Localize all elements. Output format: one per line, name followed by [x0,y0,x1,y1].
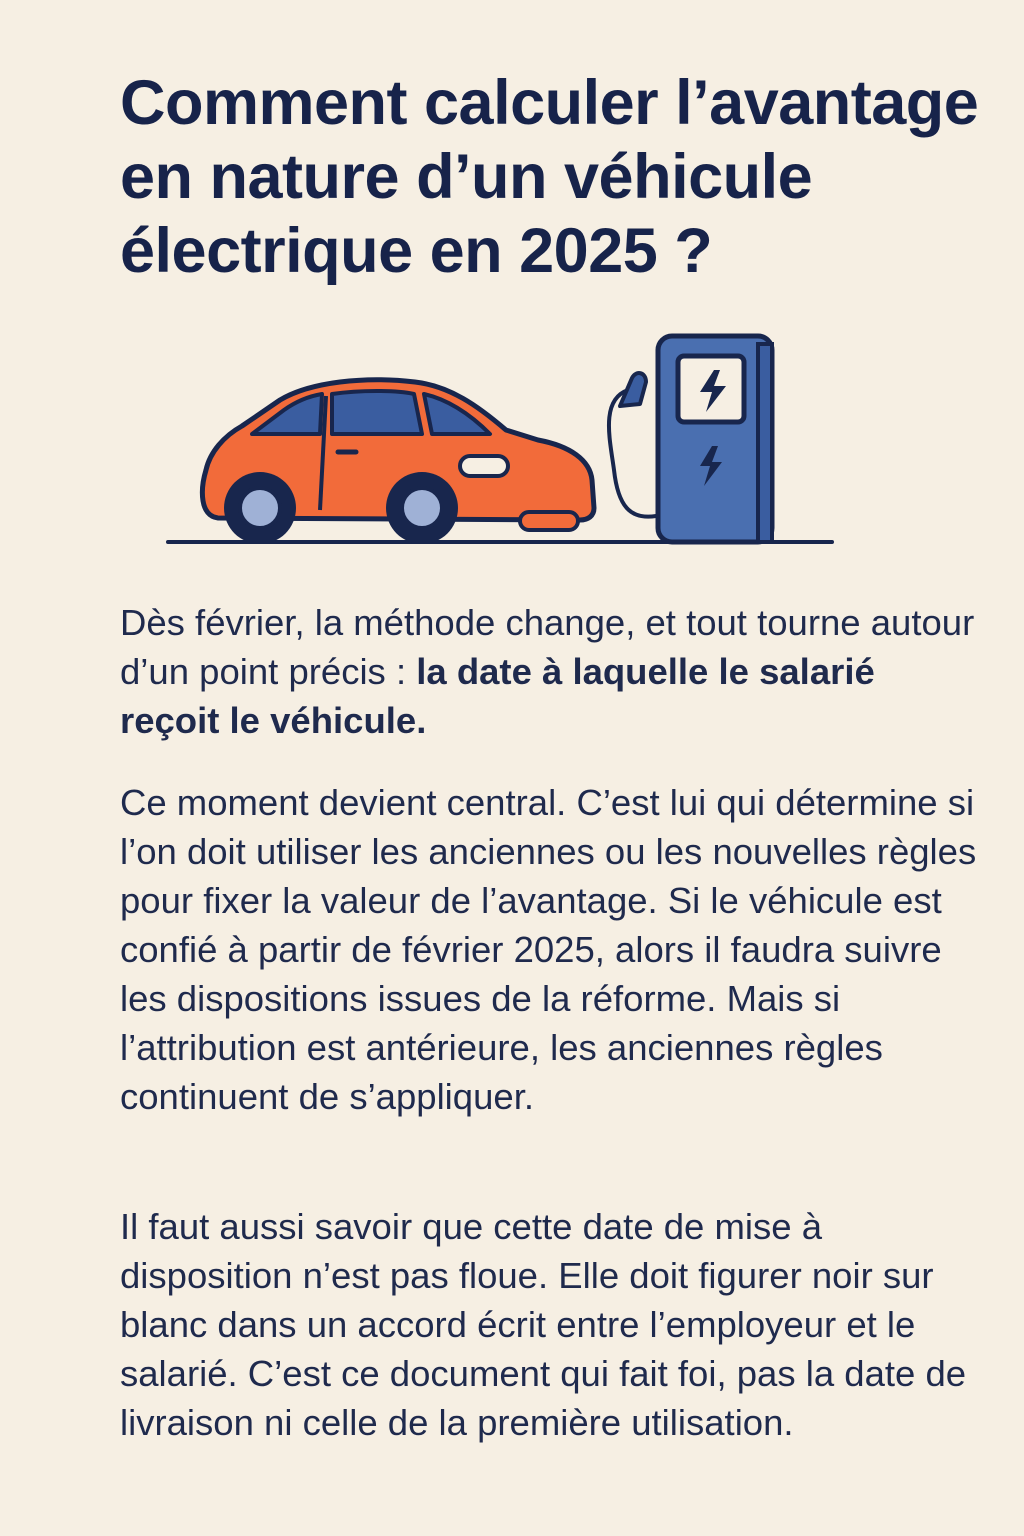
paragraph-intro [120,598,980,745]
paragraph-agreement: Il faut aussi savoir que cette date de mise à disposition n’est pas floue. Elle doit figurer noir sur blanc dans un accord écrit entre l’employeur et le salarié. C’est ce document qui fait foi, pas la date de livraison ni celle de la première utilisation. [120,1206,967,1443]
ev-charging-illustration [160,330,850,560]
paragraph-rules: Ce moment devient central. C’est lui qui détermine si l’on doit utiliser les anciennes ou les nouvelles règles pour fixer la valeur de l’avantage. Si le véhicule est confié à partir de février 2025, alors il faudra suivre les dispositions issues de la réforme. Mais si l’attribution est antérieure, les anciennes règles continuent de s’appliquer. [120,782,977,1117]
paragraph-intro-text: Dès février, la méthode change, et tout tourne autour d’un point précis : [120,602,975,692]
page-title: Comment calculer l’avantage en nature d’un véhicule électrique en 2025 ? [120,68,979,286]
paragraph-intro-emphasis: la date à laquelle le salarié reçoit le véhicule. [120,651,875,741]
electric-car-icon [202,380,594,544]
charging-plug-icon [620,373,646,406]
charging-station-icon [658,336,772,542]
charging-cable [609,390,656,517]
